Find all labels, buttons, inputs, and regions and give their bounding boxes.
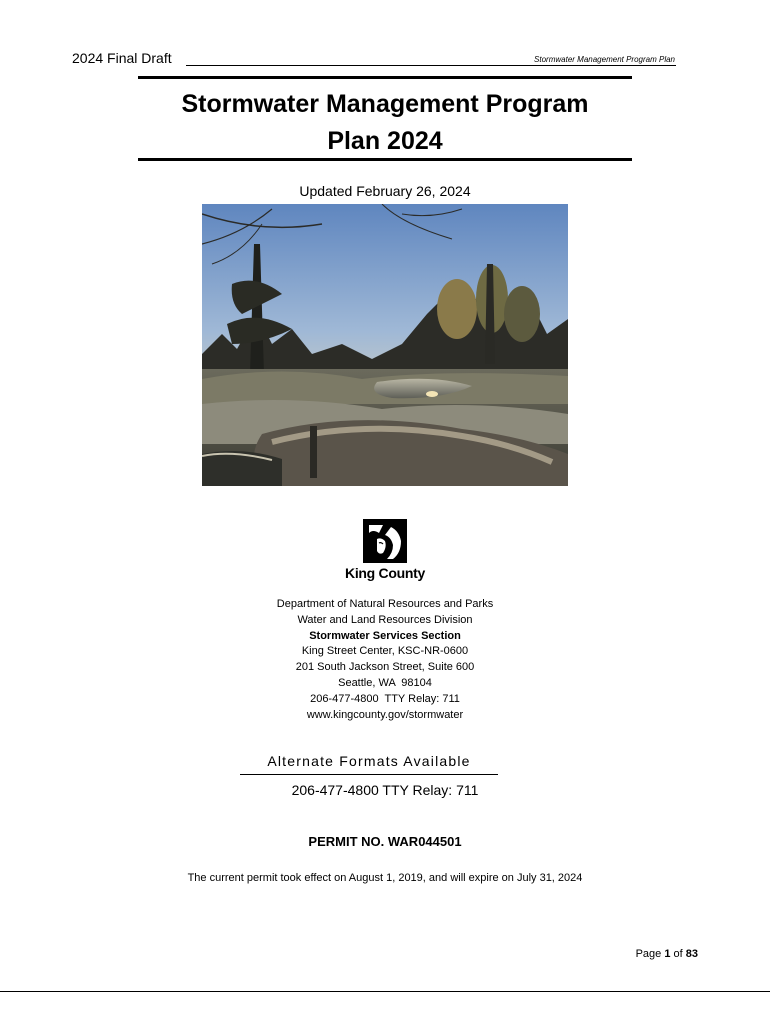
page-bottom-rule: [0, 991, 770, 992]
address-building: King Street Center, KSC-NR-0600: [301, 645, 469, 658]
logo-wordmark: King County: [345, 565, 425, 581]
page-total: 83: [685, 948, 698, 960]
address-phone: 206-477-4800 TTY Relay: 711: [310, 692, 460, 705]
king-county-logo-icon: [363, 519, 407, 563]
page-title: [100, 86, 670, 160]
alternate-formats-rule: [240, 774, 498, 775]
page-current: 1: [664, 948, 671, 960]
page-of: of: [670, 948, 686, 960]
king-county-logo: [300, 519, 470, 581]
alternate-formats-phone: 206-477-4800 TTY Relay: 711: [291, 782, 479, 798]
address-street: 201 South Jackson Street, Suite 600: [295, 661, 475, 674]
permit-number: PERMIT NO. WAR044501: [308, 834, 462, 849]
header-rule: [186, 65, 676, 66]
title-line-2: Plan 2024: [327, 127, 443, 155]
page-prefix: Page: [635, 948, 665, 960]
alternate-formats-heading: Alternate Formats Available: [267, 753, 471, 769]
address-city: Seattle, WA 98104: [338, 676, 432, 689]
header-document-name: Stormwater Management Program Plan: [534, 55, 675, 64]
cover-photo: [202, 204, 568, 486]
address-department: Department of Natural Resources and Parks: [276, 598, 494, 610]
address-section: Stormwater Services Section: [309, 629, 461, 642]
updated-date: Updated February 26, 2024: [299, 183, 471, 199]
title-bottom-rule: [138, 158, 632, 161]
address-website[interactable]: www.kingcounty.gov/stormwater: [306, 708, 464, 721]
title-top-rule: [138, 76, 632, 79]
address-division: Water and Land Resources Division: [297, 613, 473, 626]
header-draft-label: 2024 Final Draft: [72, 50, 172, 66]
title-line-1: Stormwater Management Program: [181, 90, 589, 118]
permit-effective-note: The current permit took effect on August 1, 2019, and will expire on July 31, 2024: [187, 872, 583, 884]
address-block: [160, 597, 610, 723]
page-number: [636, 948, 698, 960]
